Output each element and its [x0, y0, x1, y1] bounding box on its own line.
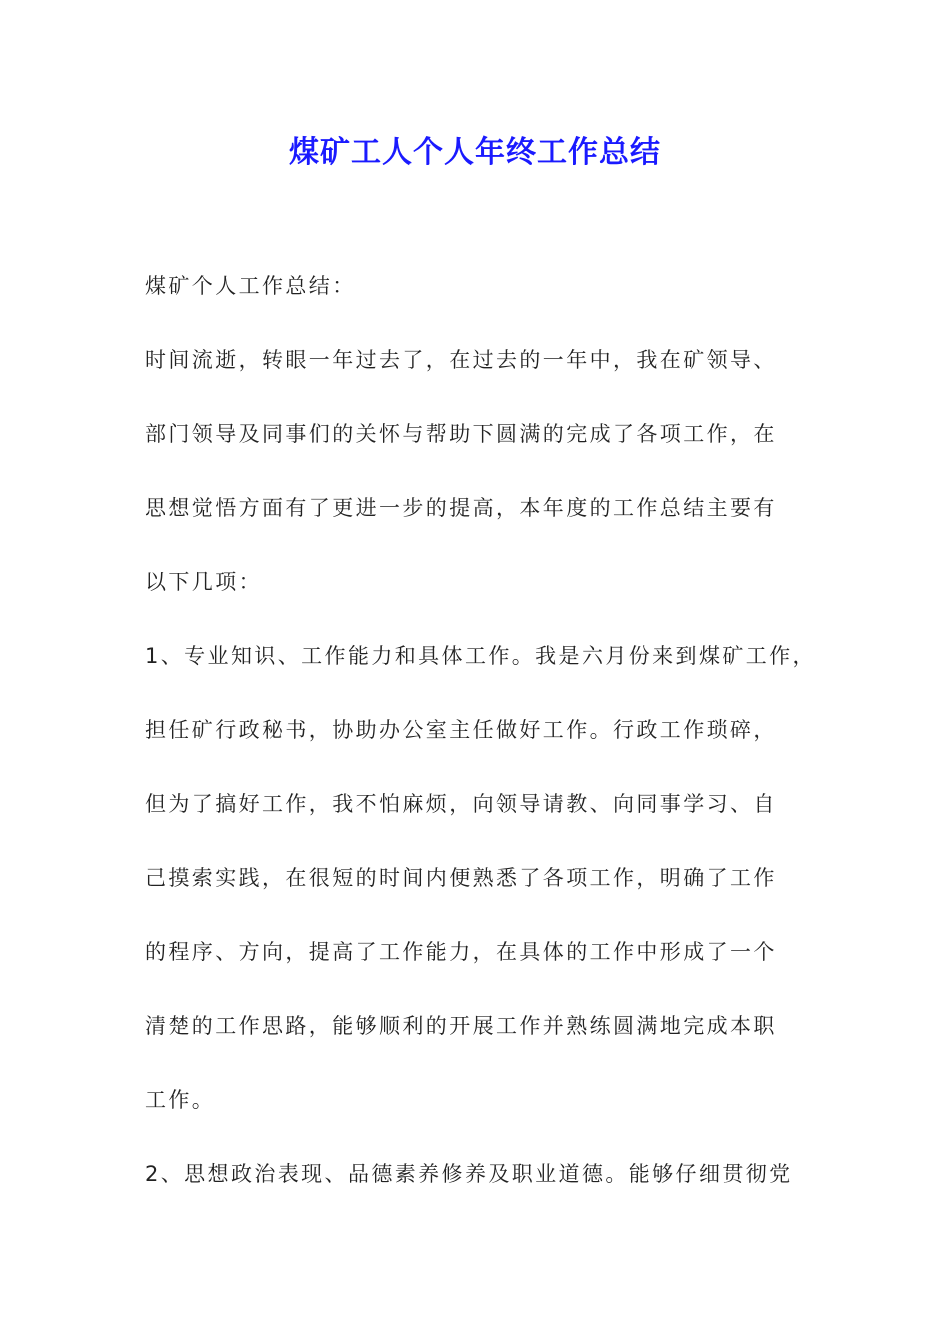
paragraph-line: 2、思想政治表现、品德素养修养及职业道德。能够仔细贯彻党: [145, 1162, 793, 1186]
paragraph-line: 但为了搞好工作，我不怕麻烦，向领导请教、向同事学习、自: [145, 792, 777, 816]
paragraph-line: 部门领导及同事们的关怀与帮助下圆满的完成了各项工作，在: [145, 422, 777, 446]
paragraph-line: 清楚的工作思路，能够顺利的开展工作并熟练圆满地完成本职: [145, 1014, 777, 1038]
paragraph-line: 己摸索实践，在很短的时间内便熟悉了各项工作，明确了工作: [145, 866, 777, 890]
paragraph-line: 以下几项：: [145, 570, 262, 594]
paragraph-line: 时间流逝，转眼一年过去了，在过去的一年中，我在矿领导、: [145, 348, 777, 372]
paragraph-line: 煤矿个人工作总结：: [145, 274, 356, 298]
paragraph-line: 思想觉悟方面有了更进一步的提高，本年度的工作总结主要有: [145, 496, 777, 520]
paragraph-line: 1、专业知识、工作能力和具体工作。我是六月份来到煤矿工作，: [145, 644, 816, 668]
paragraph-line: 工作。: [145, 1088, 216, 1112]
paragraph-line: 担任矿行政秘书，协助办公室主任做好工作。行政工作琐碎，: [145, 718, 777, 742]
paragraph-line: 的程序、方向，提高了工作能力，在具体的工作中形成了一个: [145, 940, 777, 964]
document-title: 煤矿工人个人年终工作总结: [289, 135, 661, 170]
